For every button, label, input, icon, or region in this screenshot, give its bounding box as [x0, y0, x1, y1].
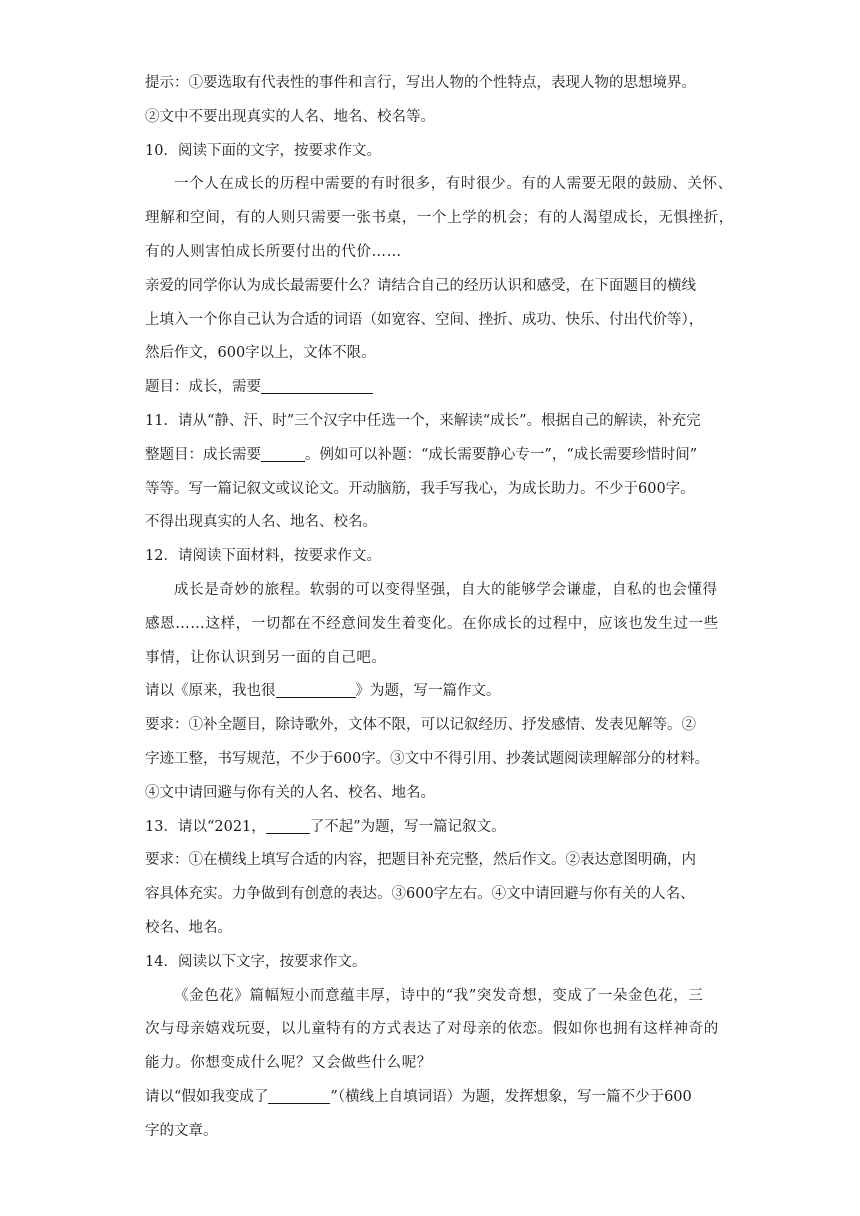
- q10-prompt-line-1: 亲爱的同学你认为成长最需要什么？请结合自己的经历认识和感受，在下面题目的横线: [145, 277, 696, 294]
- q10-title-line: [145, 371, 750, 405]
- q10-material-line-3: 有的人则害怕成长所要付出的代价……: [145, 243, 402, 260]
- q13-heading-suffix: 了不起”为题，写一篇记叙文。: [309, 818, 506, 835]
- q10-prompt-line-3: 然后作文，600字以上，文体不限。: [145, 345, 376, 362]
- q11-line-4: 不得出现真实的人名、地名、校名。: [145, 514, 377, 531]
- q12-title-line: [145, 675, 750, 709]
- fill-in-blank: [276, 679, 356, 698]
- fill-in-blank: [266, 815, 310, 834]
- q12-title-prefix: 请以《原来，我也很: [145, 683, 276, 700]
- q13-heading-prefix: 13．请以“2021，: [145, 818, 266, 835]
- q10-material-line-2: 理解和空间，有的人则只需要一张书桌，一个上学的机会；有的人渴望成长，无惧挫折，: [145, 210, 734, 227]
- q12-req-line-1: 要求：①补全题目，除诗歌外，文体不限，可以记叙经历、抒发感情、发表见解等。②: [145, 717, 696, 734]
- q11-line-2: [145, 439, 750, 473]
- tip-line-2: ②文中不要出现真实的人名、地名、校名等。: [145, 108, 435, 125]
- q11-line-2-prefix: 整题目：成长需要: [145, 446, 261, 463]
- q12-heading: 12．请阅读下面材料，按要求作文。: [145, 548, 381, 565]
- q14-title-suffix: ”（横线上自填词语）为题，发挥想象，写一篇不少于600: [330, 1088, 692, 1105]
- q14-title-line-2: 字的文章。: [145, 1122, 218, 1139]
- q11-line-1: 11．请从“静、汗、时”三个汉字中任选一个，来解读“成长”。根据自己的解读，补充完: [145, 412, 701, 429]
- q12-material-line-1: 成长是奇妙的旅程。软弱的可以变得坚强，自大的能够学会谦虚，自私的也会懂得: [174, 581, 718, 598]
- q12-req-line-2: 字迹工整，书写规范，不少于600字。③文中不得引用、抄袭试题阅读理解部分的材料。: [145, 750, 710, 767]
- tip-line-1: 提示：①要选取有代表性的事件和言行，写出人物的个性特点，表现人物的思想境界。: [145, 75, 696, 91]
- q12-material-line-2: 感恩……这样，一切都在不经意间发生着变化。在你成长的过程中，应该也发生过一些: [145, 615, 719, 632]
- q12-req-line-3: ④文中请回避与你有关的人名、校名、地名。: [145, 784, 435, 801]
- q10-material-line-1: 一个人在成长的历程中需要的有时很多，有时很少。有的人需要无限的鼓励、关怀、: [174, 176, 733, 193]
- q14-heading: 14．阅读以下文字，按要求作文。: [145, 953, 367, 970]
- q10-title-prefix: 题目：成长，需要: [145, 379, 261, 396]
- q12-title-suffix: 》为题，写一篇作文。: [355, 683, 501, 700]
- fill-in-blank: [261, 375, 373, 394]
- q11-line-3: 等等。写一篇记叙文或议论文。开动脑筋，我手写我心，为成长助力。不少于600字。: [145, 480, 695, 497]
- q10-prompt-line-2: 上填入一个你自己认为合适的词语（如宽容、空间、挫折、成功、快乐、付出代价等），: [145, 311, 704, 328]
- q14-material-line-3: 能力。你想变成什么呢？又会做些什么呢？: [145, 1055, 432, 1072]
- q13-req-line-3: 校名、地名。: [145, 919, 232, 936]
- q14-material-line-1: 《金色花》篇幅短小而意蕴丰厚，诗中的“我”突发奇想，变成了一朵金色花，三: [174, 987, 704, 1004]
- q11-line-2-suffix: 。例如可以补题：“成长需要静心专一”，“成长需要珍惜时间”: [305, 446, 698, 463]
- fill-in-blank: [268, 1085, 330, 1104]
- q13-req-line-2: 容具体充实。力争做到有创意的表达。③600字左右。④文中请回避与你有关的人名、: [145, 886, 695, 903]
- q14-title-prefix: 请以“假如我变成了: [145, 1088, 269, 1105]
- fill-in-blank: [261, 443, 305, 462]
- q10-heading: 10．阅读下面的文字，按要求作文。: [145, 142, 381, 159]
- q13-heading: [145, 811, 750, 845]
- q14-title-line: [145, 1081, 750, 1115]
- q12-material-line-3: 事情，让你认识到另一面的自己吧。: [145, 649, 387, 666]
- q14-material-line-2: 次与母亲嬉戏玩耍，以儿童特有的方式表达了对母亲的依恋。假如你也拥有这样神奇的: [145, 1021, 719, 1038]
- q13-req-line-1: 要求：①在横线上填写合适的内容，把题目补充完整，然后作文。②表达意图明确，内: [145, 852, 696, 869]
